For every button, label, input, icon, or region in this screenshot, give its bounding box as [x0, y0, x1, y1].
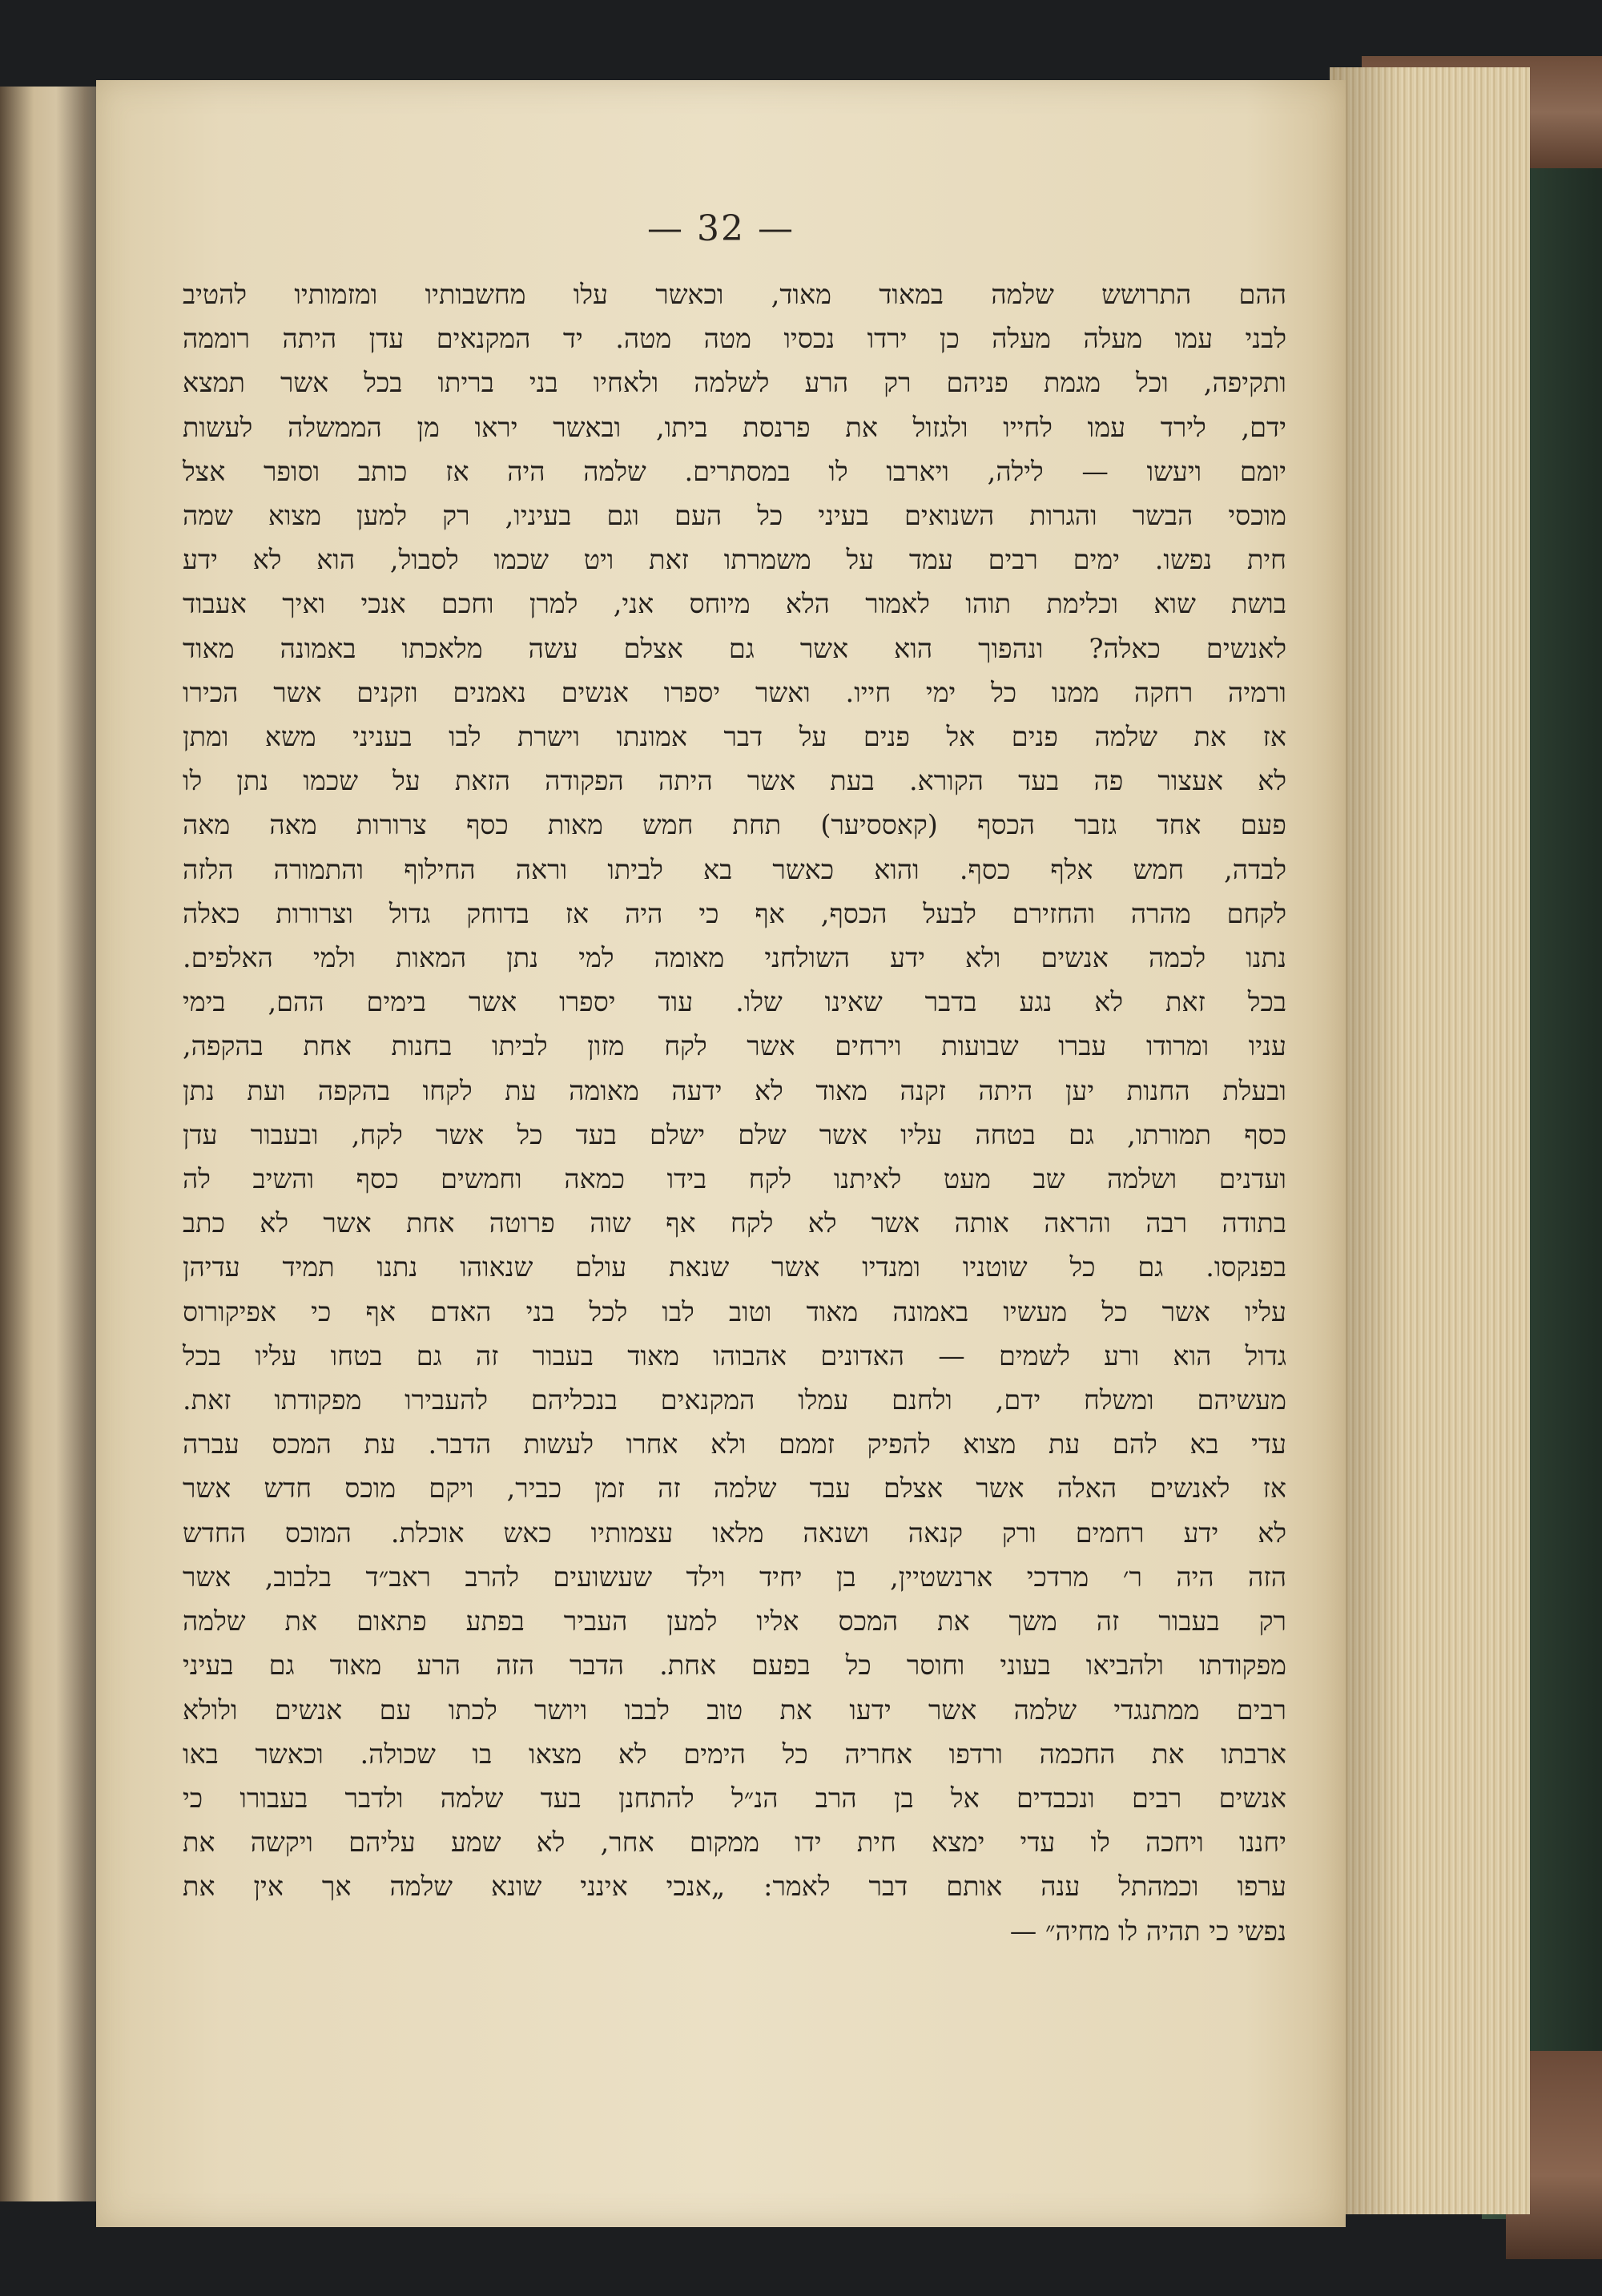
text-line: לא ידע רחמים ורק קנאה ושנאה מלאו עצמותיו כאש אוכלת. המוכס החדש — [183, 1517, 1286, 1549]
text-line: בתודה רבה והראה אותה אשר לא לקח אף שוה פרוטה אחת אשר לא כתב — [183, 1207, 1286, 1239]
text-line: רבים ממתנגדי שלמה אשר ידעו את טוב לבבו ויושר לכתו עם אנשים ולולא — [183, 1694, 1286, 1726]
text-line: עדי בא להם עת מצוא להפיק זממם ולא אחרו לעשות הדבר. עת המכס עברה — [183, 1428, 1286, 1460]
text-line: ערפו וכמהתל ענה אותם דבר לאמר: „אנכי אינני שונא שלמה אך אין את — [183, 1871, 1286, 1903]
text-line: לאנשים כאלה? ונהפוך הוא אשר גם אצלם עשה מלאכתו באמונה מאוד — [183, 632, 1286, 664]
text-line: ובעלת החנות יען היתה זקנה מאוד לא ידעה מאומה עת לקחו בהקפה ועת נתן — [183, 1074, 1286, 1106]
text-line: פעם אחד גזבר הכסף (קאססיער) תחת חמש מאות כסף צרורות מאה מאה — [183, 809, 1286, 841]
text-line: אז לאנשים האלה אשר אצלם עבד שלמה זה זמן כביר, ויקם מוכס חדש אשר — [183, 1472, 1286, 1504]
text-line: יחננו ויחכה לו עדי ימצא חית ידו ממקום אחר, לא שמע עליהם ויקשה את — [183, 1827, 1286, 1859]
text-line: ההם התרושש שלמה במאוד מאוד, וכאשר עלו מחשבותיו ומזמותיו להטיב — [183, 279, 1286, 310]
text-line: הזה היה ר׳ מרדכי ארנשטיין, בן יחיד וילד שעשועים להרב ראב״ד בלבוב, אשר — [183, 1561, 1286, 1593]
page-number: — 32 — — [647, 208, 795, 249]
text-line: ותקיפה, וכל מגמת פניהם רק הרע לשלמה ולאחיו בני בריתו בכל אשר תמצא — [183, 367, 1286, 399]
text-line: עניו ומרודו עברו שבועות וירחים אשר לקח מזון לביתו בחנות אחת בהקפה, — [183, 1030, 1286, 1062]
page-body-text — [183, 272, 1286, 1953]
text-line: בושת שוא וכלימת תוהו לאמור הלא מיוחס אני, למרן וחכם אנכי ואיך אעבוד — [183, 588, 1286, 620]
text-line: בכל זאת לא נגע בדבר שאינו שלו. עוד יספרו אשר בימים ההם, בימי — [183, 986, 1286, 1018]
text-line: ועדנים ושלמה שב מעט לאיתנו לקח בידו כמאה וחמשים כסף והשיב לה — [183, 1163, 1286, 1195]
text-line: מוכסי הבשר והגרות השנואים בעיני כל העם וגם בעיניו, רק למען מצוא שמה — [183, 500, 1286, 532]
book-page — [96, 80, 1346, 2227]
text-line: ארבתו את החכמה ורדפו אחריה כל הימים לא מצאו בו שכולה. וכאשר באו — [183, 1738, 1286, 1770]
text-line: לבני עמו מעלה מעלה כן ירדו נכסיו מטה מטה. יד המקנאים עדן היתה רוממה — [183, 323, 1286, 355]
text-line: לא אעצור פה בעד הקורא. בעת אשר היתה הפקודה הזאת על שכמו נתן לו — [183, 765, 1286, 797]
text-line: נפשי כי תהיה לו מחיה״ — — [1009, 1915, 1286, 1947]
text-line: מפקודתו ולהביאו בעוני וחוסר כל בפעם אחת. הדבר הזה הרע מאוד גם בעיני — [183, 1649, 1286, 1682]
text-line: כסף תמורתו, גם בטחה עליו אשר שלם ישלם בעד כל אשר לקח, ובעבור עדן — [183, 1118, 1286, 1150]
text-line: מעשיהם ומשלח ידם, ולחנם עמלו המקנאים בנכליהם להעבירו מפקודתו זאת. — [183, 1384, 1286, 1416]
text-line: נתנו לכמה אנשים ולא ידע השולחני מאומה למי נתן המאות ולמי האלפים. — [183, 942, 1286, 974]
text-line: רק בעבור זה משך את המכס אליו למען העביר בפתע פתאום את שלמה — [183, 1605, 1286, 1637]
text-line: עליו אשר כל מעשיו באמונה מאוד וטוב לבו לכל בני האדם אף כי אפיקורוס — [183, 1295, 1286, 1327]
text-line: יומם ויעשו — לילה, ויארבו לו במסתרים. שלמה היה אז כותב וסופר אצל — [183, 455, 1286, 487]
text-line: ורמיה רחקה ממנו כל ימי חייו. ואשר יספרו אנשים נאמנים וזקנים אשר הכירו — [183, 676, 1286, 708]
text-line: לקחם מהרה והחזירם לבעל הכסף, אף כי היה אז בדוחק גדול וצרורות כאלה — [183, 897, 1286, 929]
text-line: לבדה, חמש אלף כסף. והוא כאשר בא לביתו וראה החילוף והתמורה הלזה — [183, 853, 1286, 885]
text-line: בפנקסו. גם כל שוטניו ומנדיו אשר שנאת עולם שנאוהו נתנו תמיד עדיהן — [183, 1251, 1286, 1283]
text-line: ידם, לירד עמו לחייו ולגזול את פרנסת ביתו, ובאשר יראו מן הממשלה לעשות — [183, 411, 1286, 443]
text-line: אנשים רבים ונכבדים אל בן הרב הנ״ל להתחנן בעד שלמה ולדבר בעבורו כי — [183, 1782, 1286, 1814]
text-line: גדול הוא ורע לשמים — האדונים אהבוהו מאוד בעבור זה גם בטחו עליו בכל — [183, 1339, 1286, 1372]
text-line: חית נפשו. ימים רבים עמד על משמרתו זאת ויט שכמו לסבול, הוא לא ידע — [183, 544, 1286, 576]
text-line: אז את שלמה פנים אל פנים על דבר אמונתו וישרת לבו בעניני משא ומתן — [183, 721, 1286, 753]
